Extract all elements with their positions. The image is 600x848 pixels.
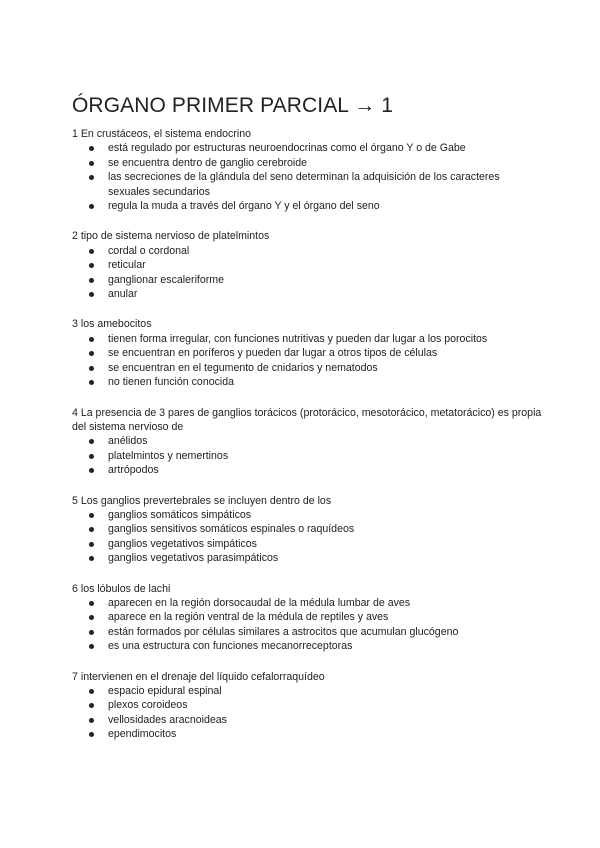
bullet-icon bbox=[89, 468, 94, 473]
bullet-icon bbox=[89, 732, 94, 737]
option-item bbox=[72, 508, 542, 522]
option-item bbox=[72, 463, 542, 477]
bullet-icon bbox=[89, 366, 94, 371]
option-text: ependimocitos bbox=[108, 728, 177, 741]
bullet-icon bbox=[89, 542, 94, 547]
option-text: está regulado por estructuras neuroendocrinas como el órgano Y o de Gabe bbox=[108, 142, 466, 155]
option-item bbox=[72, 537, 542, 551]
bullet-icon bbox=[89, 278, 94, 283]
option-text: espacio epidural espinal bbox=[108, 685, 222, 697]
page-title: ÓRGANO PRIMER PARCIAL → 1 bbox=[72, 94, 394, 117]
bullet-icon bbox=[89, 161, 94, 166]
option-text: cordal o cordonal bbox=[108, 244, 190, 257]
option-item bbox=[72, 156, 542, 170]
option-list bbox=[72, 141, 542, 213]
option-item bbox=[72, 141, 542, 155]
question-prompt: 3 los amebocitos bbox=[72, 318, 152, 331]
bullet-icon bbox=[89, 351, 94, 356]
bullet-icon bbox=[89, 439, 94, 444]
option-item bbox=[72, 361, 542, 375]
option-list bbox=[72, 596, 542, 654]
option-text: es una estructura con funciones mecanorreceptoras bbox=[108, 640, 353, 653]
question-5 bbox=[72, 494, 542, 566]
bullet-icon bbox=[89, 337, 94, 342]
bullet-icon bbox=[89, 249, 94, 254]
option-text: regula la muda a través del órgano Y y el órgano del seno bbox=[108, 200, 380, 213]
option-item bbox=[72, 273, 542, 287]
bullet-icon bbox=[89, 380, 94, 385]
option-text: aparece en la región ventral de la médula de reptiles y aves bbox=[108, 611, 389, 624]
option-text: artrópodos bbox=[108, 464, 159, 477]
option-text: se encuentran en poríferos y pueden dar lugar a otros tipos de células bbox=[108, 347, 438, 360]
option-text: se encuentra dentro de ganglio cerebroide bbox=[108, 156, 308, 169]
option-item bbox=[72, 639, 542, 653]
bullet-icon bbox=[89, 718, 94, 723]
option-text: ganglios somáticos simpáticos bbox=[108, 508, 252, 521]
option-text: ganglios sensitivos somáticos espinales o raquídeos bbox=[108, 523, 355, 536]
bullet-icon bbox=[89, 204, 94, 209]
option-item bbox=[72, 434, 542, 448]
option-item bbox=[72, 713, 542, 727]
option-item bbox=[72, 522, 542, 536]
bullet-icon bbox=[89, 556, 94, 561]
question-4 bbox=[72, 406, 542, 478]
question-2 bbox=[72, 229, 542, 301]
bullet-icon bbox=[89, 292, 94, 297]
bullet-icon bbox=[89, 644, 94, 649]
option-list bbox=[72, 244, 542, 302]
option-item bbox=[72, 698, 542, 712]
option-text: se encuentran en el tegumento de cnidarios y nematodos bbox=[108, 361, 378, 374]
option-text: están formados por células similares a astrocitos que acumulan glucógeno bbox=[108, 625, 459, 638]
option-text: plexos coroideos bbox=[108, 699, 188, 712]
bullet-icon bbox=[89, 630, 94, 635]
question-prompt: 5 Los ganglios prevertebrales se incluyen dentro de los bbox=[72, 494, 332, 507]
bullet-icon bbox=[89, 689, 94, 694]
option-item bbox=[72, 610, 542, 624]
option-item bbox=[72, 346, 542, 360]
option-text: platelmintos y nemertinos bbox=[108, 449, 229, 462]
option-item bbox=[72, 727, 542, 741]
option-list bbox=[72, 434, 542, 477]
option-text: ganglios vegetativos parasimpáticos bbox=[108, 552, 279, 565]
bullet-icon bbox=[89, 703, 94, 708]
question-6 bbox=[72, 582, 542, 654]
option-text: no tienen función conocida bbox=[108, 376, 235, 389]
question-7 bbox=[72, 670, 542, 742]
option-list bbox=[72, 332, 542, 390]
question-prompt: 4 La presencia de 3 pares de ganglios torácicos (protorácico, mesotorácico, metatorácico) es propia del sistema nervioso de bbox=[72, 406, 542, 433]
option-item bbox=[72, 625, 542, 639]
option-item bbox=[72, 684, 542, 698]
option-item bbox=[72, 287, 542, 301]
question-prompt: 1 En crustáceos, el sistema endocrino bbox=[72, 128, 252, 140]
option-item bbox=[72, 170, 542, 199]
question-prompt: 6 los lóbulos de lachi bbox=[72, 582, 171, 595]
question-prompt: 7 intervienen en el drenaje del líquido cefalorraquídeo bbox=[72, 670, 325, 683]
option-item bbox=[72, 332, 542, 346]
question-prompt: 2 tipo de sistema nervioso de platelmintos bbox=[72, 230, 270, 243]
bullet-icon bbox=[89, 601, 94, 606]
option-item bbox=[72, 244, 542, 258]
bullet-icon bbox=[89, 513, 94, 518]
option-text: ganglionar escaleriforme bbox=[108, 273, 225, 286]
option-item bbox=[72, 551, 542, 565]
option-list bbox=[72, 508, 542, 566]
option-text: anélidos bbox=[108, 435, 148, 448]
document-page bbox=[72, 94, 542, 758]
option-text: aparecen en la región dorsocaudal de la médula lumbar de aves bbox=[108, 596, 411, 609]
option-text: tienen forma irregular, con funciones nutritivas y pueden dar lugar a los porocitos bbox=[108, 332, 488, 345]
option-item bbox=[72, 596, 542, 610]
question-1 bbox=[72, 127, 542, 213]
bullet-icon bbox=[89, 615, 94, 620]
option-text: reticular bbox=[108, 259, 146, 272]
bullet-icon bbox=[89, 527, 94, 532]
bullet-icon bbox=[89, 146, 94, 151]
option-item bbox=[72, 449, 542, 463]
bullet-icon bbox=[89, 454, 94, 459]
option-list bbox=[72, 684, 542, 742]
option-text: anular bbox=[108, 288, 138, 301]
option-text: las secreciones de la glándula del seno determinan la adquisición de los caracteres sexuales secundarios bbox=[108, 171, 500, 198]
option-item bbox=[72, 258, 542, 272]
bullet-icon bbox=[89, 263, 94, 268]
option-item bbox=[72, 375, 542, 389]
option-text: ganglios vegetativos simpáticos bbox=[108, 537, 257, 550]
question-3 bbox=[72, 317, 542, 389]
option-text: vellosidades aracnoideas bbox=[108, 713, 227, 726]
bullet-icon bbox=[89, 175, 94, 180]
option-item bbox=[72, 199, 542, 213]
